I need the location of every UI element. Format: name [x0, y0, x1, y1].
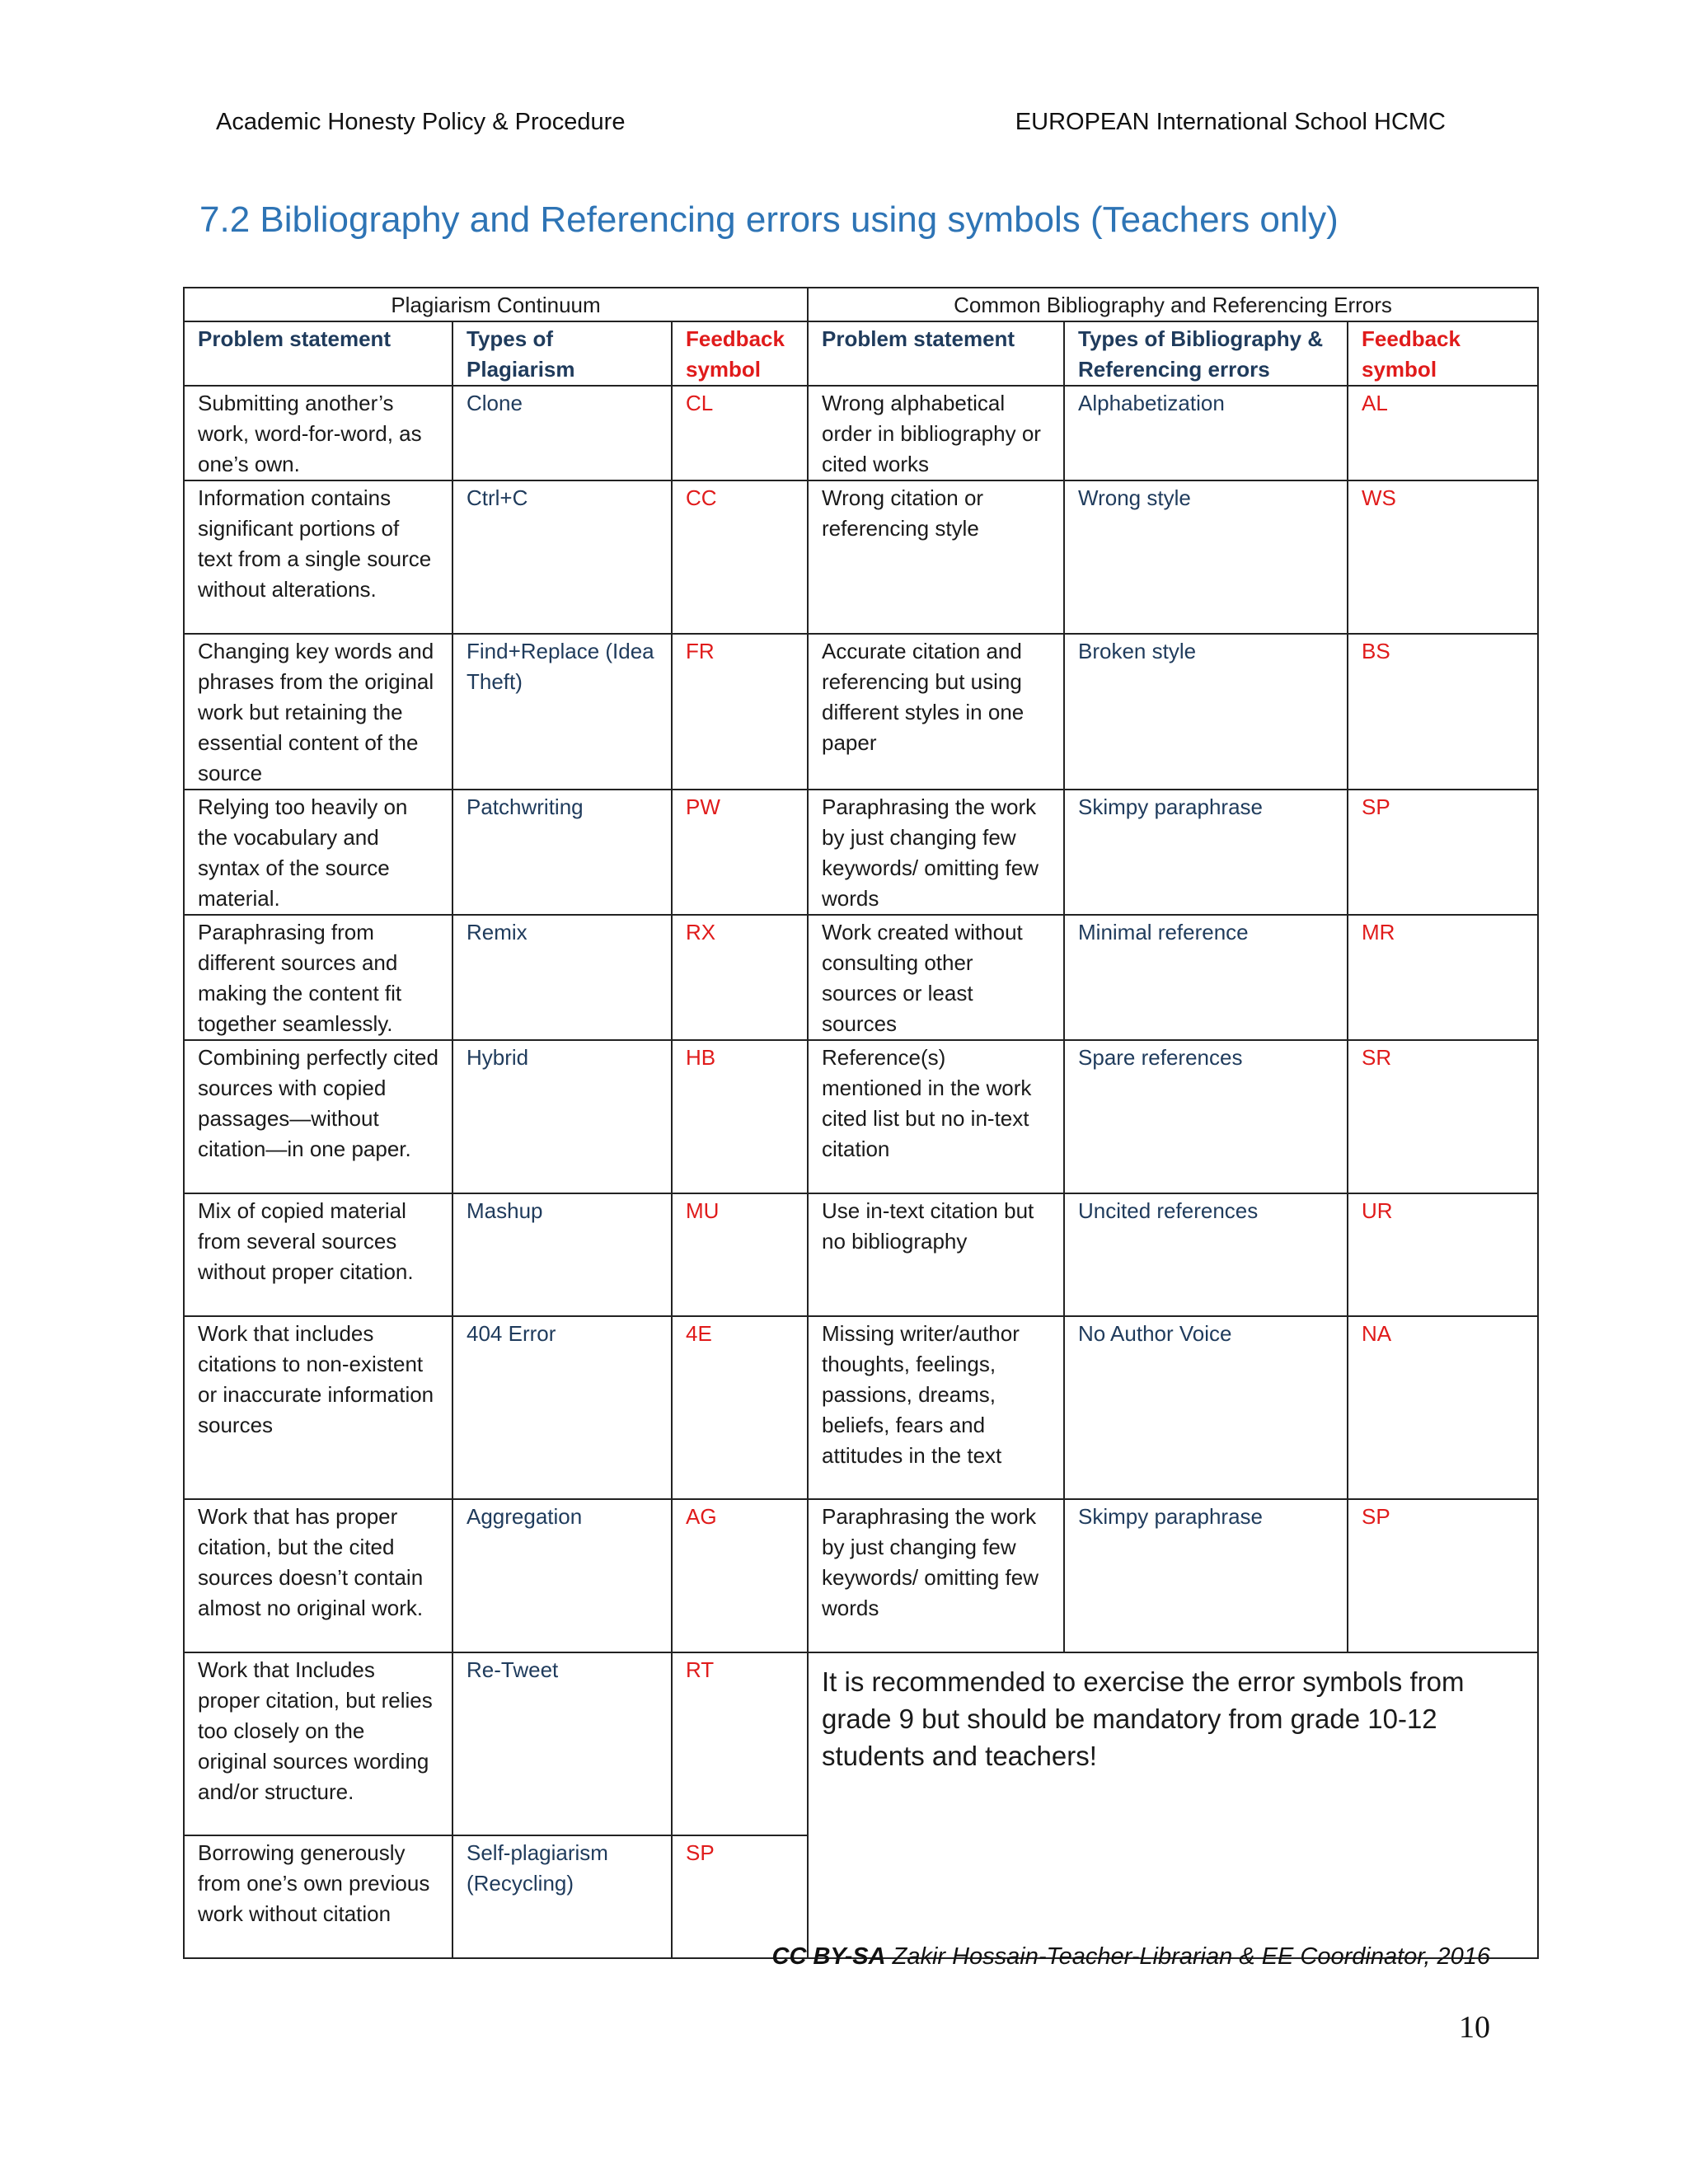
feedback-symbol: CC — [672, 480, 808, 634]
feedback-symbol: UR — [1348, 1193, 1538, 1316]
column-header: Problem statement — [184, 321, 452, 386]
table-row — [184, 480, 1538, 634]
column-header: Feedback symbol — [672, 321, 808, 386]
page-number: 10 — [1459, 2010, 1490, 2045]
problem-statement: Missing writer/author thoughts, feelings, passions, dreams, beliefs, fears and attitudes in the text — [808, 1316, 1064, 1499]
feedback-symbol: NA — [1348, 1316, 1538, 1499]
feedback-symbol: 4E — [672, 1316, 808, 1499]
plagiarism-type: Patchwriting — [452, 790, 672, 915]
problem-statement: Submitting another’s work, word-for-word, as one’s own. — [184, 386, 452, 480]
problem-statement: Work that has proper citation, but the cited sources doesn’t contain almost no original work. — [184, 1499, 452, 1652]
problem-statement: Changing key words and phrases from the original work but retaining the essential content of the source — [184, 634, 452, 790]
referencing-error-type: Alphabetization — [1064, 386, 1348, 480]
feedback-symbol: MR — [1348, 915, 1538, 1040]
feedback-symbol: PW — [672, 790, 808, 915]
problem-statement: Paraphrasing the work by just changing few keywords/ omitting few words — [808, 790, 1064, 915]
problem-statement: Work created without consulting other sources or least sources — [808, 915, 1064, 1040]
plagiarism-type: Hybrid — [452, 1040, 672, 1193]
license-label: CC BY-SA — [771, 1943, 886, 1970]
feedback-symbol: MU — [672, 1193, 808, 1316]
table-row — [184, 915, 1538, 1040]
feedback-symbol: SP — [672, 1835, 808, 1958]
feedback-symbol: CL — [672, 386, 808, 480]
plagiarism-type: Self-plagiarism (Recycling) — [452, 1835, 672, 1958]
problem-statement: Combining perfectly cited sources with copied passages—without citation—in one paper. — [184, 1040, 452, 1193]
license-credit — [772, 1943, 1490, 1971]
problem-statement: Paraphrasing from different sources and making the content fit together seamlessly. — [184, 915, 452, 1040]
plagiarism-type: Remix — [452, 915, 672, 1040]
referencing-error-type: No Author Voice — [1064, 1316, 1348, 1499]
problem-statement: Use in-text citation but no bibliography — [808, 1193, 1064, 1316]
column-header: Feedback symbol — [1348, 321, 1538, 386]
column-header: Problem statement — [808, 321, 1064, 386]
author-credit: Zakir Hossain-Teacher-Librarian & EE Coordinator, 2016 — [885, 1943, 1490, 1970]
plagiarism-type: Find+Replace (Idea Theft) — [452, 634, 672, 790]
feedback-symbol: BS — [1348, 634, 1538, 790]
feedback-symbol: RX — [672, 915, 808, 1040]
feedback-symbol: RT — [672, 1652, 808, 1835]
feedback-symbol: AL — [1348, 386, 1538, 480]
problem-statement: Work that includes citations to non-existent or inaccurate information sources — [184, 1316, 452, 1499]
referencing-error-type: Wrong style — [1064, 480, 1348, 634]
referencing-error-type: Spare references — [1064, 1040, 1348, 1193]
error-symbols-table — [183, 287, 1539, 1959]
problem-statement: Accurate citation and referencing but using different styles in one paper — [808, 634, 1064, 790]
problem-statement: Information contains significant portions of text from a single source without alterations. — [184, 480, 452, 634]
referencing-error-type: Minimal reference — [1064, 915, 1348, 1040]
feedback-symbol: SR — [1348, 1040, 1538, 1193]
feedback-symbol: SP — [1348, 790, 1538, 915]
table-row — [184, 1040, 1538, 1193]
feedback-symbol: FR — [672, 634, 808, 790]
referencing-error-type: Skimpy paraphrase — [1064, 1499, 1348, 1652]
problem-statement: Reference(s) mentioned in the work cited list but no in-text citation — [808, 1040, 1064, 1193]
plagiarism-type: Aggregation — [452, 1499, 672, 1652]
table-row — [184, 1316, 1538, 1499]
column-header: Types of Plagiarism — [452, 321, 672, 386]
referencing-error-type: Broken style — [1064, 634, 1348, 790]
plagiarism-type: Re-Tweet — [452, 1652, 672, 1835]
problem-statement: Relying too heavily on the vocabulary and syntax of the source material. — [184, 790, 452, 915]
recommendation-note: It is recommended to exercise the error symbols from grade 9 but should be mandatory from grade 10-12 students and teachers! — [808, 1652, 1538, 1958]
running-header — [216, 109, 1446, 142]
group-header-plagiarism: Plagiarism Continuum — [184, 288, 808, 321]
table-row — [184, 1652, 1538, 1835]
plagiarism-type: Clone — [452, 386, 672, 480]
header-right: EUROPEAN International School HCMC — [1015, 109, 1446, 135]
section-title: 7.2 Bibliography and Referencing errors using symbols (Teachers only) — [199, 199, 1339, 240]
table-row — [184, 1193, 1538, 1316]
table-row — [184, 1499, 1538, 1652]
group-header-bibliography: Common Bibliography and Referencing Errors — [808, 288, 1538, 321]
header-left: Academic Honesty Policy & Procedure — [216, 109, 626, 135]
problem-statement: Work that Includes proper citation, but relies too closely on the original sources wording and/or structure. — [184, 1652, 452, 1835]
plagiarism-type: 404 Error — [452, 1316, 672, 1499]
problem-statement: Wrong alphabetical order in bibliography or cited works — [808, 386, 1064, 480]
problem-statement: Mix of copied material from several sources without proper citation. — [184, 1193, 452, 1316]
feedback-symbol: WS — [1348, 480, 1538, 634]
table-row — [184, 634, 1538, 790]
problem-statement: Borrowing generously from one’s own previous work without citation — [184, 1835, 452, 1958]
problem-statement: Paraphrasing the work by just changing few keywords/ omitting few words — [808, 1499, 1064, 1652]
table-row — [184, 386, 1538, 480]
table-row — [184, 790, 1538, 915]
feedback-symbol: AG — [672, 1499, 808, 1652]
referencing-error-type: Uncited references — [1064, 1193, 1348, 1316]
plagiarism-type: Mashup — [452, 1193, 672, 1316]
referencing-error-type: Skimpy paraphrase — [1064, 790, 1348, 915]
problem-statement: Wrong citation or referencing style — [808, 480, 1064, 634]
feedback-symbol: SP — [1348, 1499, 1538, 1652]
column-header: Types of Bibliography & Referencing errors — [1064, 321, 1348, 386]
feedback-symbol: HB — [672, 1040, 808, 1193]
plagiarism-type: Ctrl+C — [452, 480, 672, 634]
